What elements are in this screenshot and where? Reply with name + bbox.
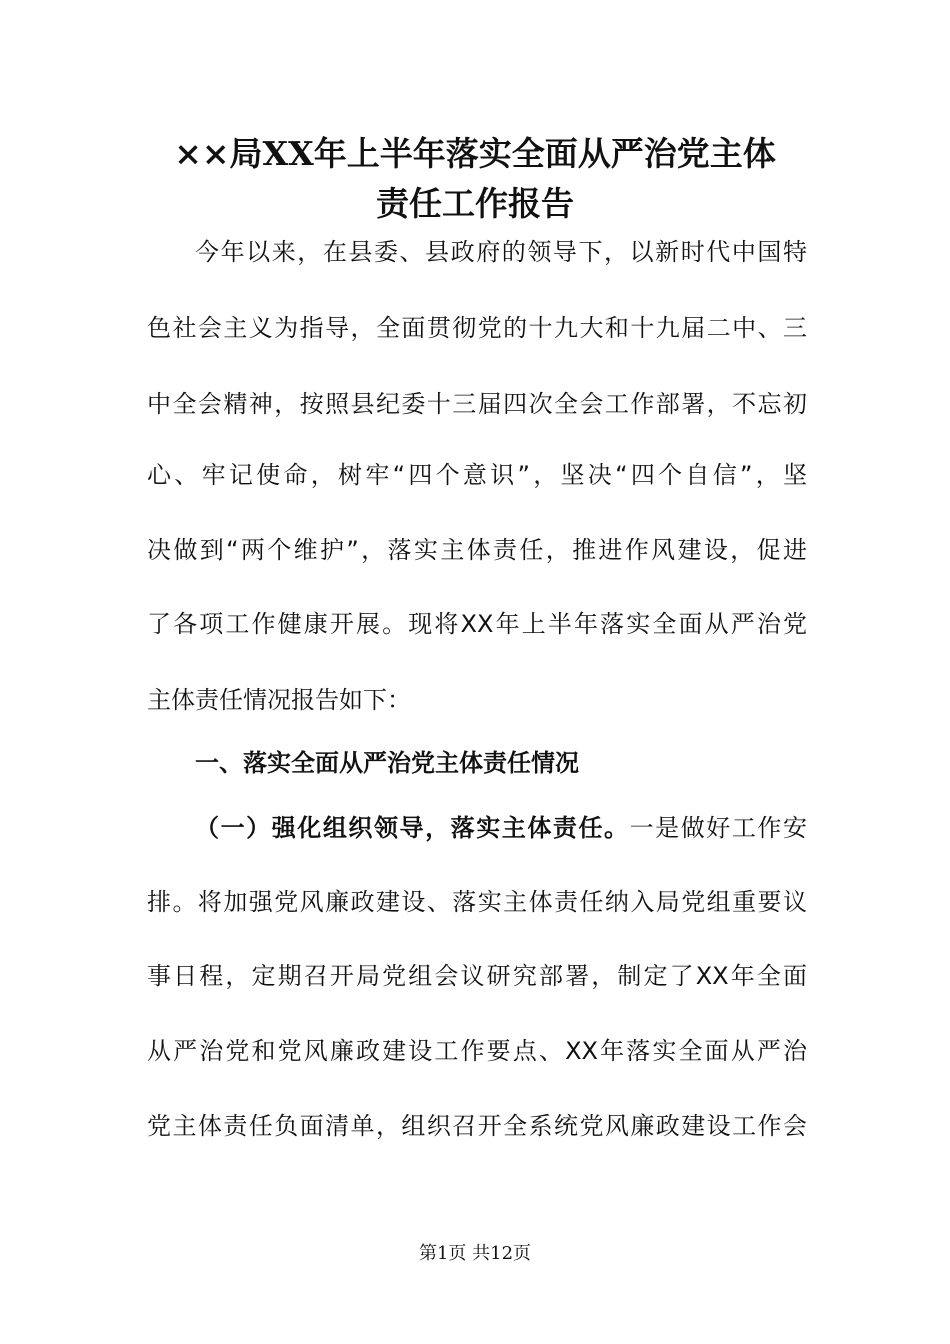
page-number-footer: 第1页 共12页 [418,1243,532,1264]
paragraph-line: 了各项工作健康开展。现将XX年上半年落实全面从严治党 [147,610,807,638]
section-heading: 一、落实全面从严治党主体责任情况 [195,749,579,777]
paragraph-line: 决做到“两个维护”，落实主体责任，推进作风建设，促进 [147,536,807,564]
subsection-heading: （一）强化组织领导，落实主体责任。 [195,814,630,842]
paragraph-line: 中全会精神，按照县纪委十三届四次全会工作部署，不忘初 [147,390,807,418]
document-title-line-2: 责任工作报告 [376,184,574,223]
paragraph-line: 今年以来，在县委、县政府的领导下，以新时代中国特 [195,238,807,266]
paragraph-line: 主体责任情况报告如下： [147,686,411,714]
paragraph-line [195,812,807,844]
paragraph-line: 事日程，定期召开局党组会议研究部署，制定了XX年全面 [147,962,807,990]
paragraph-line: 党主体责任负面清单，组织召开全系统党风廉政建设工作会 [147,1112,807,1140]
paragraph-line: 从严治党和党风廉政建设工作要点、XX年落实全面从严治 [147,1037,807,1065]
subsection-lead-text: 一是做好工作安 [629,814,808,842]
paragraph-line: 心、牢记使命，树牢“四个意识”，坚决“四个自信”，坚 [147,461,807,489]
document-title-line-1: ××局XX年上半年落实全面从严治党主体 [174,134,776,173]
paragraph-line: 色社会主义为指导，全面贯彻党的十九大和十九届二中、三 [147,314,807,342]
paragraph-line: 排。将加强党风廉政建设、落实主体责任纳入局党组重要议 [147,888,807,916]
